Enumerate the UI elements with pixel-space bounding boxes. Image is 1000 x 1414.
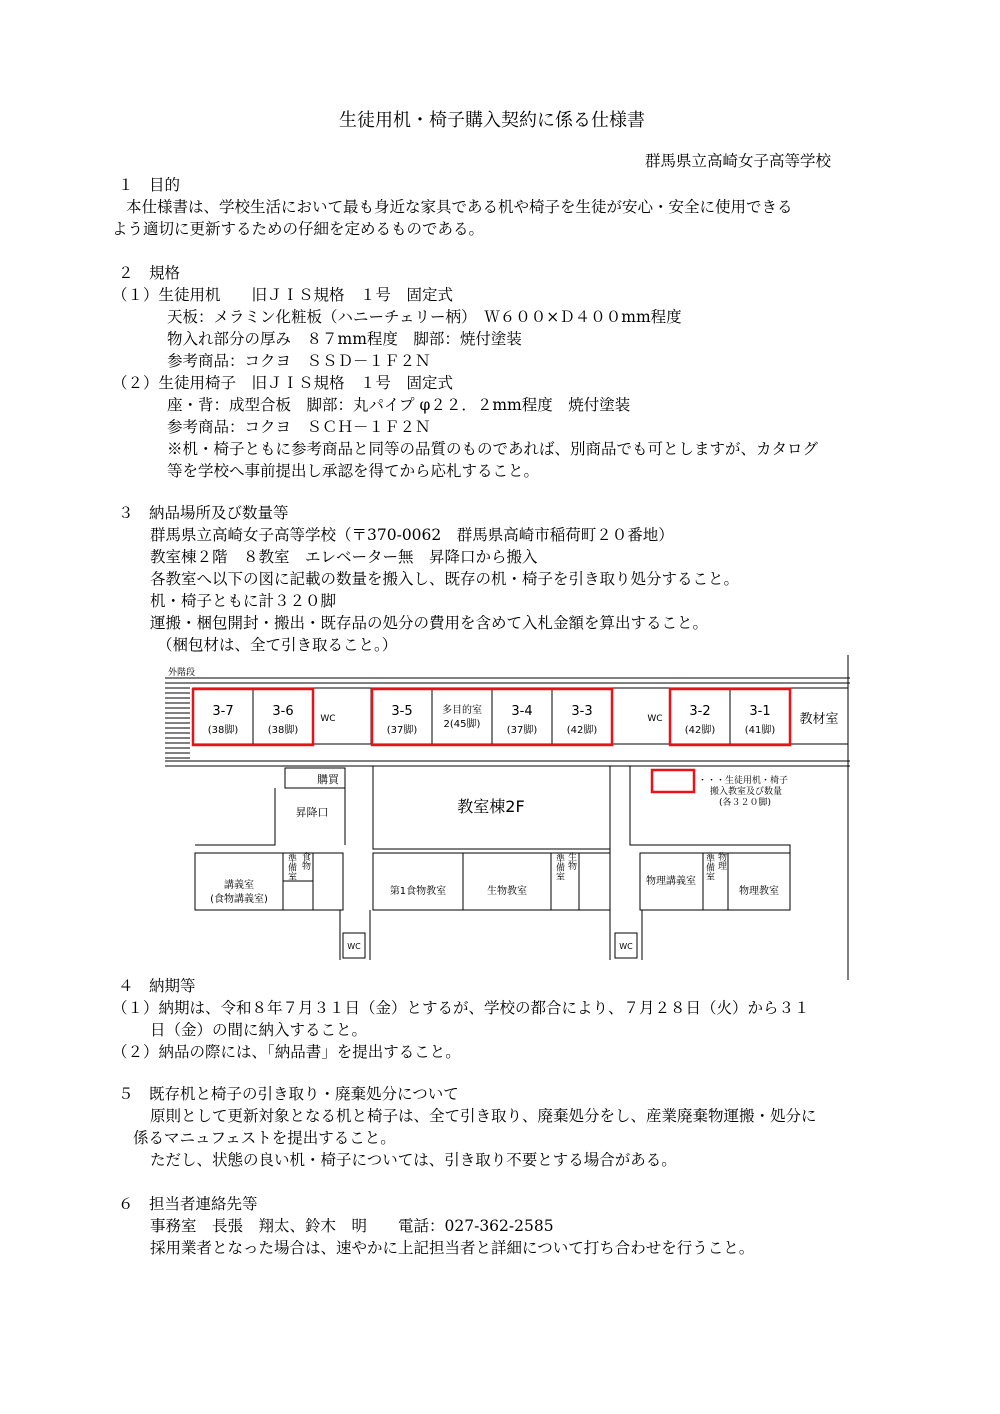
- section-6-heading: ６ 担当者連絡先等: [118, 1195, 258, 1213]
- section-2-heading: ２ 規格: [118, 264, 181, 282]
- room-prep: 準備室: [286, 853, 296, 881]
- delivery-line: 机・椅子ともに計３２０脚: [150, 592, 337, 610]
- spec-chair-line: 座・背：成型合板 脚部：丸パイプ φ２２．２mm程度 焼付塗装: [167, 396, 631, 414]
- disposal-text: ただし、状態の良い机・椅子については、引き取り不要とする場合がある。: [150, 1151, 677, 1169]
- room-physics: 物理教室: [739, 886, 779, 897]
- delivery-line: 教室棟２階 ８教室 エレベーター無 昇降口から搬入: [150, 548, 538, 566]
- room-phys-prep: 物理: [716, 852, 726, 870]
- spec-note: ※机・椅子ともに参考商品と同等の品質のものであれば、別商品でも可としますが、カタログ: [167, 440, 819, 458]
- section-4-heading: ４ 納期等: [118, 977, 196, 995]
- school-name: 群馬県立高崎女子高等学校: [645, 152, 832, 170]
- legend-text: (各３２０脚): [719, 798, 772, 808]
- room-lecture: 講義室: [224, 880, 254, 891]
- room-3-4-count: (37脚): [506, 725, 538, 736]
- room-3-5-count: (37脚): [386, 725, 418, 736]
- wc-label: WC: [347, 942, 361, 951]
- wc-label: WC: [320, 714, 336, 724]
- room-3-3: 3-3: [571, 704, 593, 719]
- wc-label: WC: [647, 714, 663, 724]
- room-prep: 準備室: [554, 853, 564, 881]
- page-title: 生徒用机・椅子購入契約に係る仕様書: [339, 110, 645, 131]
- section-1-heading: １ 目的: [118, 176, 181, 194]
- floor-plan: [165, 655, 850, 980]
- deadline-line: （１）納期は、令和８年７月３１日（金）とするが、学校の都合により、７月２８日（火）から３１: [112, 999, 810, 1017]
- contact-line: 採用業者となった場合は、速やかに上記担当者と詳細について打ち合わせを行うこと。: [150, 1239, 755, 1257]
- room-biology: 生物教室: [487, 886, 527, 897]
- section-1-text: よう適切に更新するための仔細を定めるものである。: [112, 220, 485, 238]
- room-3-7-count: (38脚): [207, 725, 239, 736]
- room-3-7: 3-7: [212, 704, 234, 719]
- room-food-1: 第1食物教室: [389, 886, 447, 897]
- wc-label: WC: [619, 942, 633, 951]
- spec-chair-line: 参考商品：コクヨ ＳＣＨ－１Ｆ２Ｎ: [167, 418, 431, 436]
- section-1-text: 本仕様書は、学校生活において最も身近な家具である机や椅子を生徒が安心・安全に使用できる: [126, 198, 793, 216]
- stairs-label: 外階段: [168, 668, 196, 678]
- room-food-prep: 食物: [300, 852, 310, 870]
- disposal-text: 係るマニュフェストを提出すること。: [133, 1129, 396, 1147]
- deadline-line: （２）納品の際には、「納品書」を提出すること。: [112, 1043, 461, 1061]
- contact-line: 事務室 長張 翔太、鈴木 明 電話：027-362-2585: [150, 1217, 554, 1235]
- delivery-line: 群馬県立高崎女子高等学校（〒370-0062 群馬県高崎市稲荷町２０番地）: [150, 526, 674, 544]
- room-bio-prep: 生物: [566, 852, 576, 870]
- room-3-6: 3-6: [272, 704, 294, 719]
- room-physics-lecture: 物理講義室: [646, 876, 696, 887]
- shop-label: 購買: [317, 773, 339, 786]
- spec-desk: （１）生徒用机 旧ＪＩＳ規格 １号 固定式: [112, 286, 454, 304]
- section-3-heading: ３ 納品場所及び数量等: [118, 504, 289, 522]
- disposal-text: 原則として更新対象となる机と椅子は、全て引き取り、廃棄処分をし、産業廃棄物運搬・処分に: [150, 1107, 817, 1125]
- delivery-line: （梱包材は、全て引き取ること。）: [157, 636, 398, 654]
- legend-text: ・・・生徒用机・椅子: [698, 776, 789, 786]
- room-3-2: 3-2: [689, 704, 711, 719]
- legend-swatch: [652, 770, 694, 792]
- spec-note: 等を学校へ事前提出し承認を得てから応札すること。: [167, 462, 540, 480]
- delivery-line: 運搬・梱包開封・搬出・既存品の処分の費用を含めて入札金額を算出すること。: [150, 614, 709, 632]
- entrance-label: 昇降口: [295, 806, 329, 819]
- spec-desk-line: 物入れ部分の厚み ８７mm程度 脚部：焼付塗装: [167, 330, 522, 348]
- deadline-line: 日（金）の間に納入すること。: [150, 1021, 368, 1039]
- room-3-4: 3-4: [511, 704, 533, 719]
- room-3-1-count: (41脚): [744, 725, 776, 736]
- room-prep: 準備室: [704, 853, 714, 881]
- room-multipurpose: 多目的室: [442, 705, 482, 716]
- spec-desk-line: 参考商品：コクヨ ＳＳＤ－１Ｆ２Ｎ: [167, 352, 431, 370]
- room-3-1: 3-1: [749, 704, 771, 719]
- room-multipurpose-count: 2(45脚): [443, 719, 481, 730]
- room-lecture-sub: (食物講義室): [210, 894, 268, 905]
- spec-desk-line: 天板：メラミン化粧板（ハニーチェリー柄） Ｗ６００×Ｄ４００mm程度: [167, 308, 682, 326]
- room-3-3-count: (42脚): [566, 725, 598, 736]
- building-label: 教室棟2F: [457, 797, 525, 816]
- legend-text: 搬入教室及び数量: [710, 787, 783, 797]
- spec-chair: （２）生徒用椅子 旧ＪＩＳ規格 １号 固定式: [112, 374, 454, 392]
- section-5-heading: ５ 既存机と椅子の引き取り・廃棄処分について: [118, 1085, 459, 1103]
- room-3-6-count: (38脚): [267, 725, 299, 736]
- room-3-2-count: (42脚): [684, 725, 716, 736]
- room-materials: 教材室: [799, 712, 839, 727]
- room-3-5: 3-5: [391, 704, 413, 719]
- delivery-line: 各教室へ以下の図に記載の数量を搬入し、既存の机・椅子を引き取り処分すること。: [150, 570, 740, 588]
